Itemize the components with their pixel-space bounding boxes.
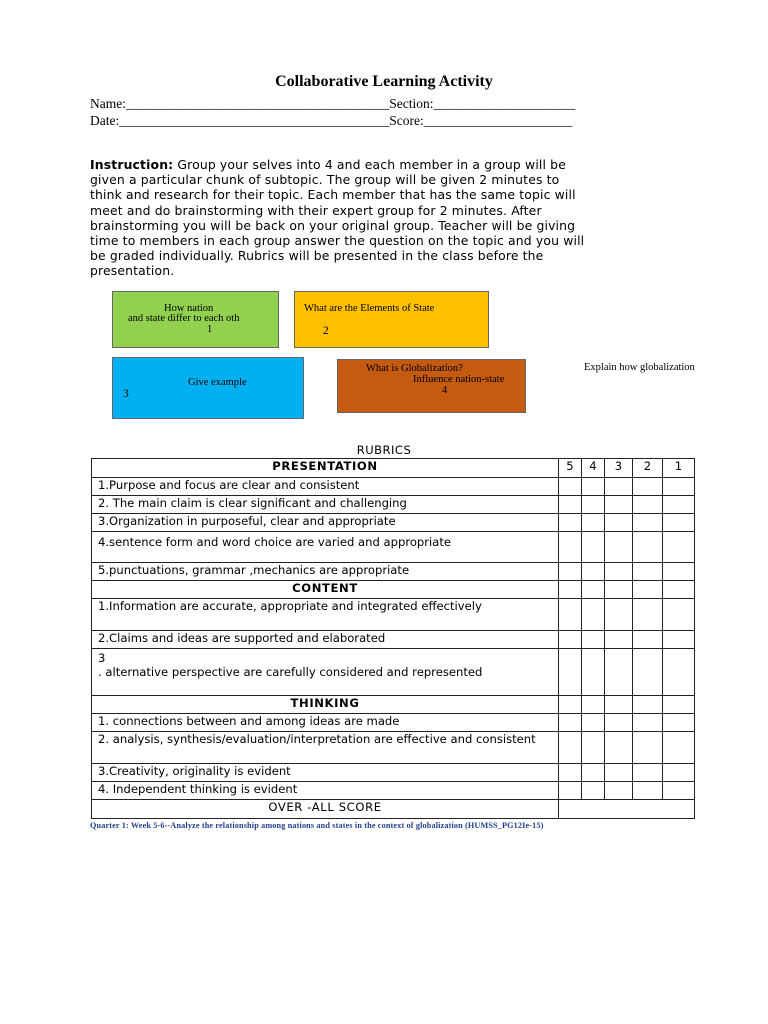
topic-box-2 [294,291,489,348]
score-cell [559,696,582,714]
score-cell [559,478,582,496]
table-row [92,782,695,800]
score-cell [605,714,633,732]
instruction-line: be graded individually. Rubrics will be presented in the class before the [90,248,544,264]
topic-box-1-line1: How nation [164,303,214,314]
score-cell [559,764,582,782]
score-cell [633,696,663,714]
score-cell [582,581,605,599]
score-cell [605,764,633,782]
topic-box-3 [112,357,304,419]
table-row [92,631,695,649]
criterion-cell: 3 . alternative perspective are carefully considered and represented [92,649,559,696]
score-cell [605,514,633,532]
score-cell [559,563,582,581]
score-cell [559,496,582,514]
score-cell [582,514,605,532]
score-cell [605,496,633,514]
topic-box-2-number: 2 [323,325,329,337]
score-cell [559,581,582,599]
instruction-line: brainstorming you will be back on your original group. Teacher will be giving [90,217,576,233]
score-header: 4 [582,459,605,478]
score-cell [559,514,582,532]
score-cell [663,714,695,732]
table-row [92,696,695,714]
score-cell [663,496,695,514]
score-cell [582,532,605,563]
score-cell [605,649,633,696]
score-cell [663,581,695,599]
score-cell [663,599,695,631]
table-row [92,581,695,599]
score-header: 2 [633,459,663,478]
score-cell [582,599,605,631]
instruction-line: given a particular chunk of subtopic. The group will be given 2 minutes to [90,172,560,188]
score-cell [605,696,633,714]
score-cell [633,581,663,599]
score-cell [663,649,695,696]
table-row [92,649,695,696]
score-cell [559,782,582,800]
score-header: 3 [605,459,633,478]
score-cell [663,563,695,581]
table-row [92,478,695,496]
score-cell [633,764,663,782]
name-section-line: Name:_______________________________________Section:_____________________ [90,96,576,111]
score-cell [559,532,582,563]
topic-box-4-line1: What is Globalization? [366,363,463,374]
overall-score-label: OVER -ALL SCORE [92,800,559,819]
criterion-cell: 4. Independent thinking is evident [92,782,559,800]
instruction-line: think and research for their topic. Each member that has the same topic will [90,187,576,203]
topic-box-4-line2: Influence nation-state [413,374,505,385]
section-heading-content: CONTENT [92,581,559,599]
overall-score-cell [559,800,695,819]
score-cell [605,532,633,563]
table-row [92,764,695,782]
score-cell [633,563,663,581]
score-cell [633,782,663,800]
score-cell [663,764,695,782]
score-cell [582,496,605,514]
score-cell [663,732,695,764]
topic-box-3-number: 3 [123,388,129,400]
score-cell [663,514,695,532]
score-cell [663,631,695,649]
topic-box-1 [112,291,279,348]
score-cell [605,478,633,496]
criterion-cell: 1.Information are accurate, appropriate and integrated effectively [92,599,559,631]
score-cell [559,649,582,696]
table-row [92,514,695,532]
page-title: Collaborative Learning Activity [275,73,493,90]
score-cell [582,649,605,696]
instruction-line: meet and do brainstorming with their expert group for 2 minutes. After [90,202,542,218]
topic-box-2-line1: What are the Elements of State [304,303,435,314]
score-cell [633,532,663,563]
score-cell [633,514,663,532]
topic-box-3-line1: Give example [188,377,247,388]
score-cell [663,696,695,714]
table-row [92,714,695,732]
score-cell [582,764,605,782]
table-row [92,459,695,478]
criterion-cell: 1. connections between and among ideas are made [92,714,559,732]
criterion-cell: 2. analysis, synthesis/evaluation/interpretation are effective and consistent [92,732,559,764]
score-cell [582,478,605,496]
side-note: Explain how globalization [584,362,695,373]
table-row [92,800,695,819]
score-cell [582,563,605,581]
rubric-table [91,458,695,819]
score-cell [605,563,633,581]
topic-box-4-number: 4 [442,385,448,396]
score-header: 1 [663,459,695,478]
score-cell [663,478,695,496]
score-cell [582,696,605,714]
criterion-cell: 3.Organization in purposeful, clear and appropriate [92,514,559,532]
section-heading-presentation: PRESENTATION [92,459,559,478]
score-cell [582,631,605,649]
topic-box-1-number: 1 [207,324,213,335]
criterion-cell: 1.Purpose and focus are clear and consistent [92,478,559,496]
rubrics-title: RUBRICS [356,443,412,457]
criterion-cell: 2.Claims and ideas are supported and elaborated [92,631,559,649]
table-row [92,532,695,563]
score-cell [582,782,605,800]
table-row [92,496,695,514]
instruction-paragraph [90,157,680,279]
score-cell [559,714,582,732]
criterion-cell: 2. The main claim is clear significant and challenging [92,496,559,514]
score-cell [633,649,663,696]
instruction-line: time to members in each group answer the question on the topic and you will [90,233,585,249]
score-cell [663,782,695,800]
score-cell [633,714,663,732]
criterion-cell: 3.Creativity, originality is evident [92,764,559,782]
score-cell [605,732,633,764]
footer-competency: Quarter 1: Week 5-6--Analyze the relationship among nations and states in the context of globalization (HUMSS_PG12Ie-15) [90,821,544,830]
score-cell [559,631,582,649]
score-cell [633,732,663,764]
score-cell [633,599,663,631]
score-cell [633,478,663,496]
date-score-line: Date:________________________________________Score:______________________ [90,113,573,128]
score-cell [605,782,633,800]
table-row [92,732,695,764]
topic-box-1-line2: and state differ to each oth [128,313,240,324]
score-cell [633,496,663,514]
score-cell [633,631,663,649]
score-header: 5 [559,459,582,478]
score-cell [582,732,605,764]
score-cell [582,714,605,732]
criterion-cell: 4.sentence form and word choice are varied and appropriate [92,532,559,563]
table-row [92,599,695,631]
instruction-label: Instruction: [90,157,174,172]
score-cell [663,532,695,563]
instruction-line: presentation. [90,263,175,279]
instruction-line: Group your selves into 4 and each member in a group will be [177,157,566,172]
criterion-cell: 5.punctuations, grammar ,mechanics are appropriate [92,563,559,581]
score-cell [605,631,633,649]
section-heading-thinking: THINKING [92,696,559,714]
table-row [92,563,695,581]
score-cell [605,599,633,631]
topic-box-4 [337,359,526,413]
score-cell [559,732,582,764]
score-cell [559,599,582,631]
score-cell [605,581,633,599]
